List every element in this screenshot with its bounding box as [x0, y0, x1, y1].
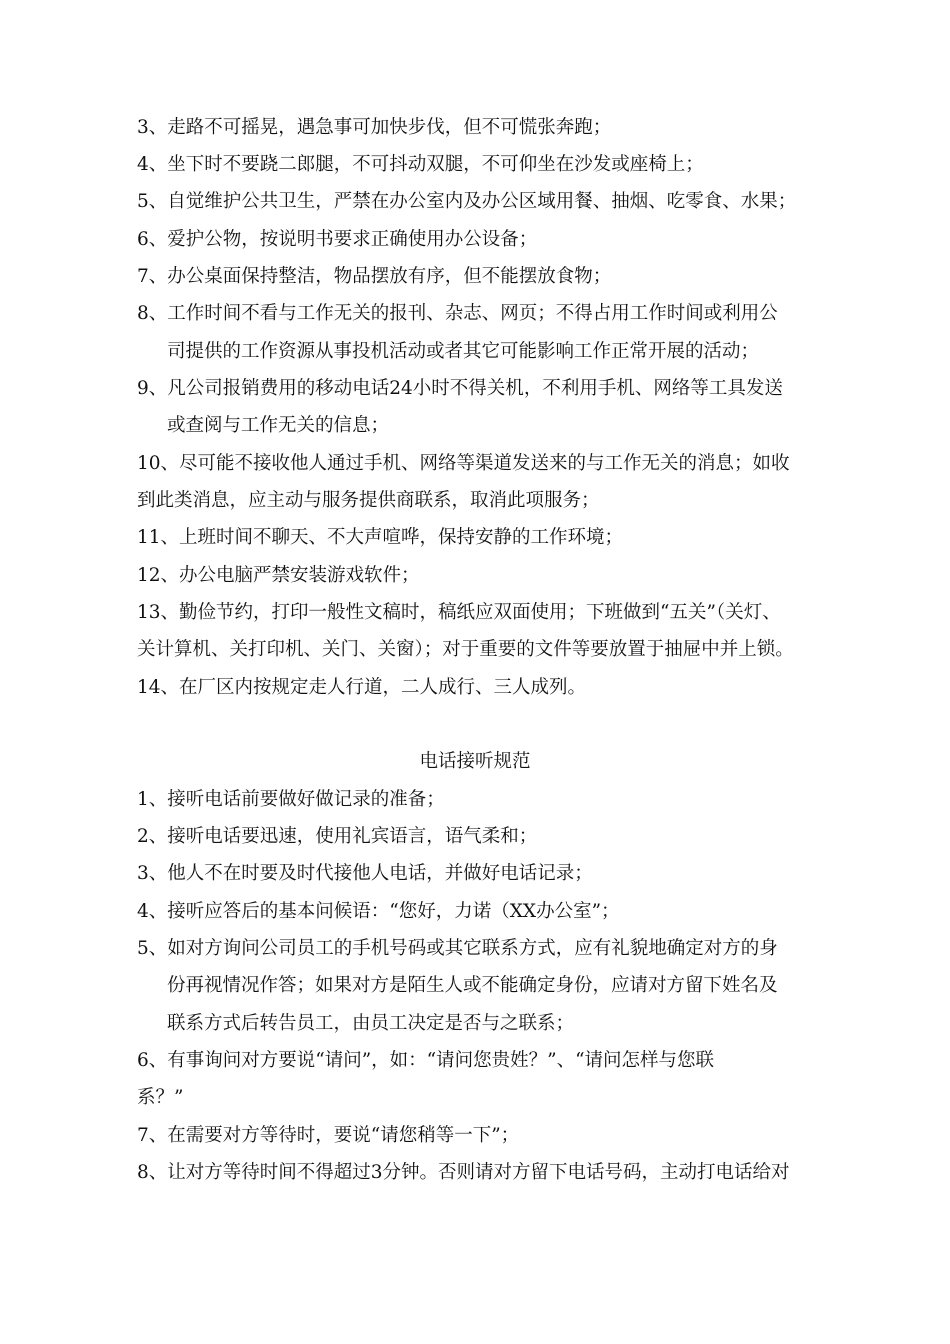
list-item: 8、让对方等待时间不得超过3分钟。否则请对方留下电话号码，主动打电话给对: [137, 1162, 790, 1183]
list-item: 8、工作时间不看与工作无关的报刊、杂志、网页；不得占用工作时间或利用公: [137, 303, 778, 324]
list-item-continuation: 份再视情况作答；如果对方是陌生人或不能确定身份，应请对方留下姓名及: [167, 975, 778, 996]
list-item: 3、走路不可摇晃，遇急事可加快步伐，但不可慌张奔跑；: [137, 117, 612, 138]
list-item: 13、勤俭节约，打印一般性文稿时，稿纸应双面使用；下班做到“五关”（关灯、: [137, 602, 781, 623]
section-title: 电话接听规范: [419, 751, 531, 772]
list-item: 14、在厂区内按规定走人行道，二人成行、三人成列。: [137, 677, 587, 698]
list-item-continuation: 关计算机、关打印机、关门、关窗）；对于重要的文件等要放置于抽屉中并上锁。: [137, 639, 794, 660]
list-item-continuation: 或查阅与工作无关的信息；: [167, 415, 390, 436]
list-item: 5、自觉维护公共卫生，严禁在办公室内及办公区域用餐、抽烟、吃零食、水果；: [137, 191, 797, 212]
list-item: 3、他人不在时要及时代接他人电话，并做好电话记录；: [137, 863, 593, 884]
list-item: 7、办公桌面保持整洁，物品摆放有序，但不能摆放食物；: [137, 266, 612, 287]
list-item: 4、坐下时不要跷二郎腿，不可抖动双腿，不可仰坐在沙发或座椅上；: [137, 154, 704, 175]
list-item: 9、凡公司报销费用的移动电话24小时不得关机，不利用手机、网络等工具发送: [137, 378, 783, 399]
list-item-continuation: 到此类消息，应主动与服务提供商联系，取消此项服务；: [137, 490, 600, 511]
list-item: 6、有事询问对方要说“请问”，如：“请问您贵姓？”、“请问怎样与您联: [137, 1050, 715, 1071]
list-item: 2、接听电话要迅速，使用礼宾语言，语气柔和；: [137, 826, 538, 847]
list-item-continuation: 司提供的工作资源从事投机活动或者其它可能影响工作正常开展的活动；: [167, 341, 760, 362]
list-item: 6、爱护公物，按说明书要求正确使用办公设备；: [137, 229, 538, 250]
list-item: 1、接听电话前要做好做记录的准备；: [137, 789, 445, 810]
list-item-continuation: 系？”: [137, 1087, 184, 1108]
list-item: 11、上班时间不聊天、不大声喧哗，保持安静的工作环境；: [137, 527, 624, 548]
list-item: 4、接听应答后的基本问候语：“您好，力诺（XX办公室”；: [137, 901, 620, 922]
list-item-continuation: 联系方式后转告员工，由员工决定是否与之联系；: [167, 1013, 575, 1034]
list-item: 10、尽可能不接收他人通过手机、网络等渠道发送来的与工作无关的消息；如收: [137, 453, 790, 474]
list-item: 7、在需要对方等待时，要说“请您稍等一下”；: [137, 1125, 520, 1146]
list-item: 12、办公电脑严禁安装游戏软件；: [137, 565, 420, 586]
list-item: 5、如对方询问公司员工的手机号码或其它联系方式，应有礼貌地确定对方的身: [137, 938, 778, 959]
